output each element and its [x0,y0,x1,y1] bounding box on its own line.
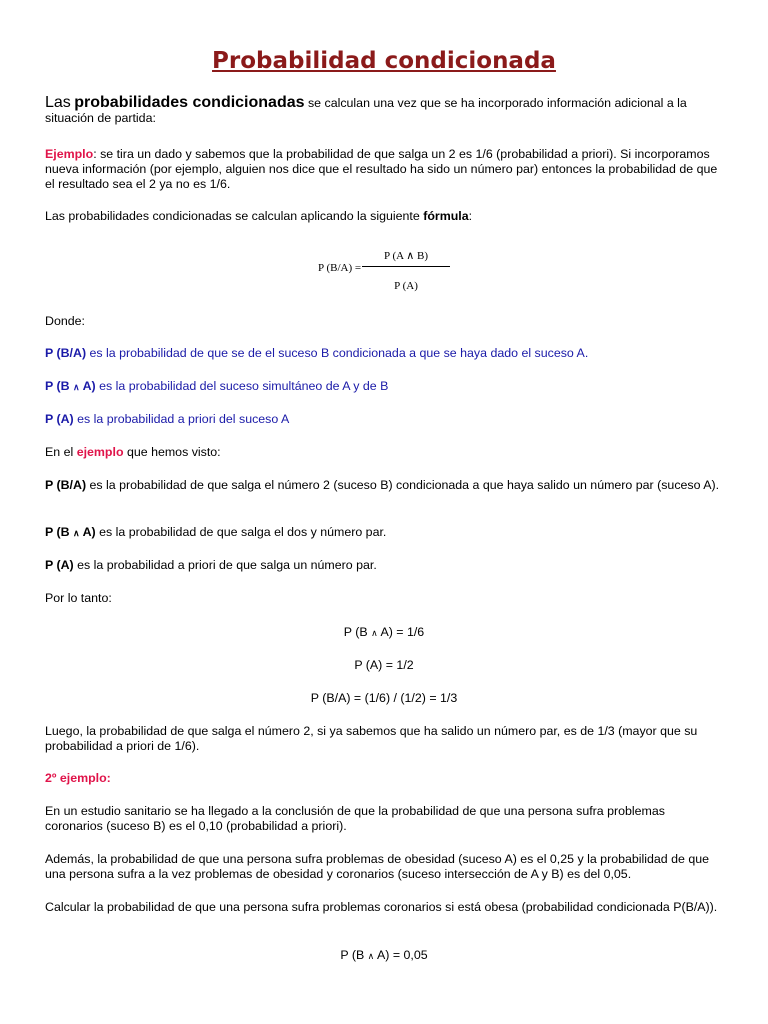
definition-text: es la probabilidad del suceso simultáneo de A y de B [95,379,389,393]
definition-term: P (A) [45,412,74,426]
fraction-bar [362,266,450,267]
example2-paragraph-1: En un estudio sanitario se ha llegado a la conclusión de que la probabilidad de que una persona sufra problemas coronarios (suceso B) es el 0,10 (probabilidad a priori). [45,804,665,833]
intro-paragraph [45,95,725,126]
intro-bold: probabilidades condicionadas [74,94,305,111]
formula-denominator: P (A) [394,280,418,292]
example-definition-pbya [45,525,725,541]
example1-text: : se tira un dado y sabemos que la probabilidad de que salga un 2 es 1/6 (probabilidad a priori). Si incorporamos nueva información (por ejemplo, alguien nos dice que el resultado ha sido un número par) entonces la probabilidad de que el resultado sea el 2 ya no es 1/6. [45,147,718,191]
definition-pbya [45,379,725,395]
formula-intro-end: : [468,209,473,223]
luego-paragraph: Luego, la probabilidad de que salga el número 2, si ya sabemos que ha salido un número par, es de 1/3 (mayor que su probabilidad a priori de 1/6). [45,724,698,753]
definition-term: P (B/A) [45,346,87,360]
definition-term: P (B/A) [45,478,87,492]
example2-paragraph-2: Además, la probabilidad de que una persona sufra problemas de obesidad (suceso A) es el 0,25 y la probabilidad de que una persona sufra a la vez problemas de obesidad y coronarios (suceso intersección de A y B) es del 0,05. [45,852,710,881]
definition-text: es la probabilidad a priori del suceso A [73,412,290,426]
equation-pba: P (B/A) = (1/6) / (1/2) = 1/3 [310,691,458,705]
eq-part: A) = 1/6 [377,625,425,639]
formula-numerator: P (A ∧ B) [383,250,428,262]
example1-label: Ejemplo [45,147,94,161]
example1-paragraph [45,147,725,192]
definition-pa [45,412,725,427]
definition-text: es la probabilidad de que salga el número 2 (suceso B) condicionada a que haya salido un número par (suceso A). [86,478,720,492]
and-symbol: ∧ [73,382,80,392]
term-part: P (B [45,379,73,393]
example2-paragraph-3: Calcular la probabilidad de que una persona sufra problemas coronarios si está obesa (probabilidad condicionada P(B/A)). [45,900,718,914]
example-definition-pba [45,478,725,493]
text-part: que hemos visto: [123,445,221,459]
equation-pbya [0,625,768,641]
ejemplo-highlight: ejemplo [76,445,124,459]
definition-text: es la probabilidad de que se de el suceso B condicionada a que se haya dado el suceso A. [86,346,589,360]
definition-term: P (A) [45,558,74,572]
definition-term [45,525,96,539]
definition-term [45,379,96,393]
page-title: Probabilidad condicionada [212,48,556,74]
formula-intro-text: Las probabilidades condicionadas se calculan aplicando la siguiente [45,209,424,223]
final-equation [0,948,768,964]
formula-intro-bold: fórmula [423,209,469,223]
intro-lead: Las [45,94,71,111]
eq-part: P (B [343,625,372,639]
example-definition-pa [45,558,725,573]
formula-lhs: P (B/A) = [318,262,362,274]
formula-intro [45,209,725,224]
donde-label: Donde: [45,314,85,328]
text-part: En el [45,445,77,459]
term-part: P (B [45,525,73,539]
definition-pba [45,346,725,361]
por-lo-tanto: Por lo tanto: [45,591,112,605]
and-symbol: ∧ [367,951,375,961]
and-symbol: ∧ [73,528,80,538]
definition-text: es la probabilidad de que salga el dos y número par. [95,525,387,539]
intro-rest: se calculan una vez que se ha incorporado información adicional a la situación de partida: [45,96,687,125]
term-part: A) [79,525,96,539]
eq-part: P (B [340,948,368,962]
and-symbol: ∧ [371,628,378,638]
equation-pa: P (A) = 1/2 [354,658,414,672]
eq-part: A) = 0,05 [374,948,428,962]
term-part: A) [79,379,96,393]
example2-label: 2º ejemplo: [45,771,111,785]
en-el-ejemplo [45,445,725,460]
definition-text: es la probabilidad a priori de que salga un número par. [73,558,377,572]
